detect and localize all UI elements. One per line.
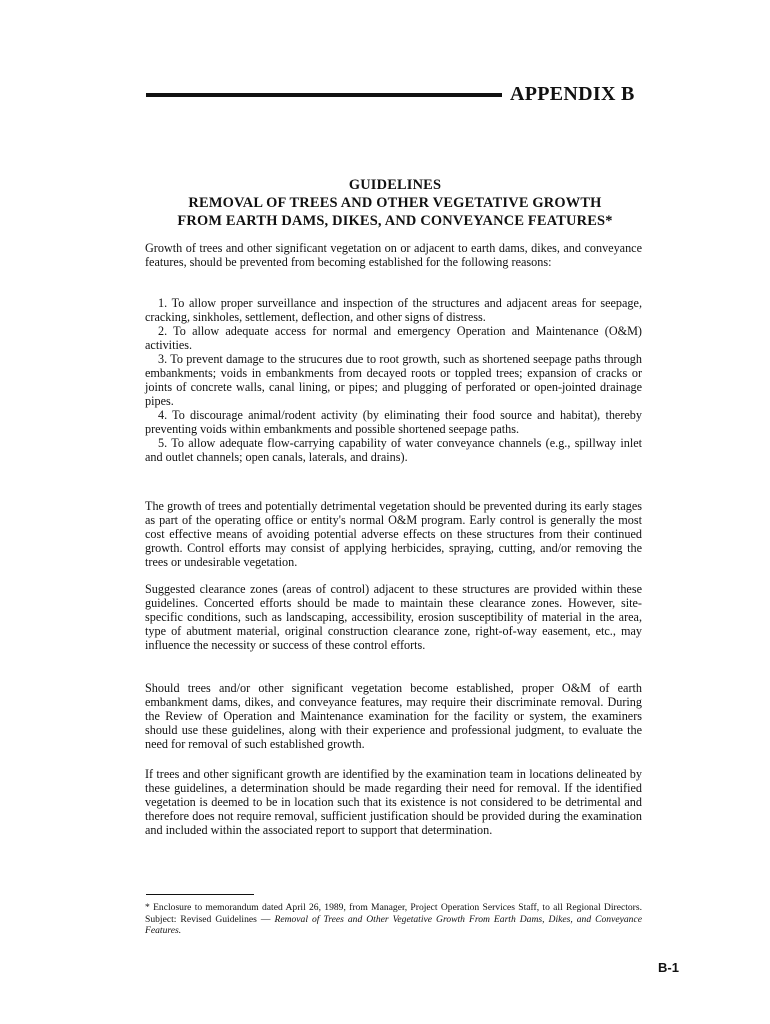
intro-paragraph: Growth of trees and other significant vegetation on or adjacent to earth dams, dikes, and conveyance features, should be prevented from becoming established for the following reasons:	[145, 241, 642, 269]
paragraph-clearance-zones: Suggested clearance zones (areas of control) adjacent to these structures are provided within these guidelines. Concerted efforts should be made to maintain these clearance zones. However, site-specific conditions, such as landscaping, accessibility, erosion susceptibility of material in the area, type of abutment material, original construction clearance zone, right-of-way easement, etc., may influence the necessity or success of these control efforts.	[145, 582, 642, 652]
reason-item-4: 4. To discourage animal/rodent activity (by eliminating their food source and habitat), thereby preventing voids within embankments and possible shortened seepage paths.	[145, 408, 642, 436]
title-line-2: REMOVAL OF TREES AND OTHER VEGETATIVE GROWTH	[188, 195, 602, 211]
reason-item-1: 1. To allow proper surveillance and inspection of the structures and adjacent areas for seepage, cracking, sinkholes, settlement, deflection, and other signs of distress.	[145, 296, 642, 324]
footnote-italic-title: Removal of Trees and Other Vegetative Growth From Earth Dams, Dikes, and Conveyance Features.	[145, 913, 642, 936]
paragraph-established-growth: Should trees and/or other significant vegetation become established, proper O&M of earth embankment dams, dikes, and conveyance features, may require their discriminate removal. During the Review of Operation and Maintenance examination for the facility or system, the examiners should use these guidelines, along with their experience and professional judgment, to evaluate the need for removal of such established growth.	[145, 681, 642, 751]
appendix-heading: APPENDIX B	[510, 83, 635, 105]
reason-item-2: 2. To allow adequate access for normal and emergency Operation and Maintenance (O&M) activities.	[145, 324, 642, 352]
footnote	[145, 902, 642, 937]
paragraph-determination: If trees and other significant growth are identified by the examination team in locations delineated by these guidelines, a determination should be made regarding their need for removal. If the identified vegetation is deemed to be in location such that its existence is not considered to be detrimental and therefore does not require removal, sufficient justification should be provided during the examination and included within the associated report to support that determination.	[145, 767, 642, 837]
page-number: B-1	[658, 960, 679, 975]
title-line-1: GUIDELINES	[348, 177, 442, 193]
reason-item-5: 5. To allow adequate flow-carrying capability of water conveyance channels (e.g., spillway inlet and outlet channels; open canals, laterals, and drains).	[145, 436, 642, 464]
reason-item-3: 3. To prevent damage to the strucures due to root growth, such as shortened seepage paths through embankments; voids in embankments from decayed roots or toppled trees; expansion of cracks or joints of concrete walls, canal lining, or pipes; and plugging of perforated or open-jointed drainage pipes.	[145, 352, 642, 408]
header-rule	[146, 93, 502, 97]
paragraph-early-control: The growth of trees and potentially detrimental vegetation should be prevented during its early stages as part of the operating office or entity's normal O&M program. Early control is generally the most cost effective means of avoiding potential adverse effects on these structures from their continued growth. Control efforts may consist of applying herbicides, spraying, cutting, and/or removing the trees or undesirable vegetation.	[145, 499, 642, 569]
reasons-list	[145, 296, 642, 464]
title-line-3: FROM EARTH DAMS, DIKES, AND CONVEYANCE FEATURES*	[177, 213, 613, 229]
footnote-text: * Enclosure to memorandum dated April 26, 1989, from Manager, Project Operation Services Staff, to all Regional Directors. Subject: Revised Guidelines —	[145, 902, 642, 925]
document-title	[146, 176, 644, 230]
footnote-rule	[146, 894, 254, 895]
